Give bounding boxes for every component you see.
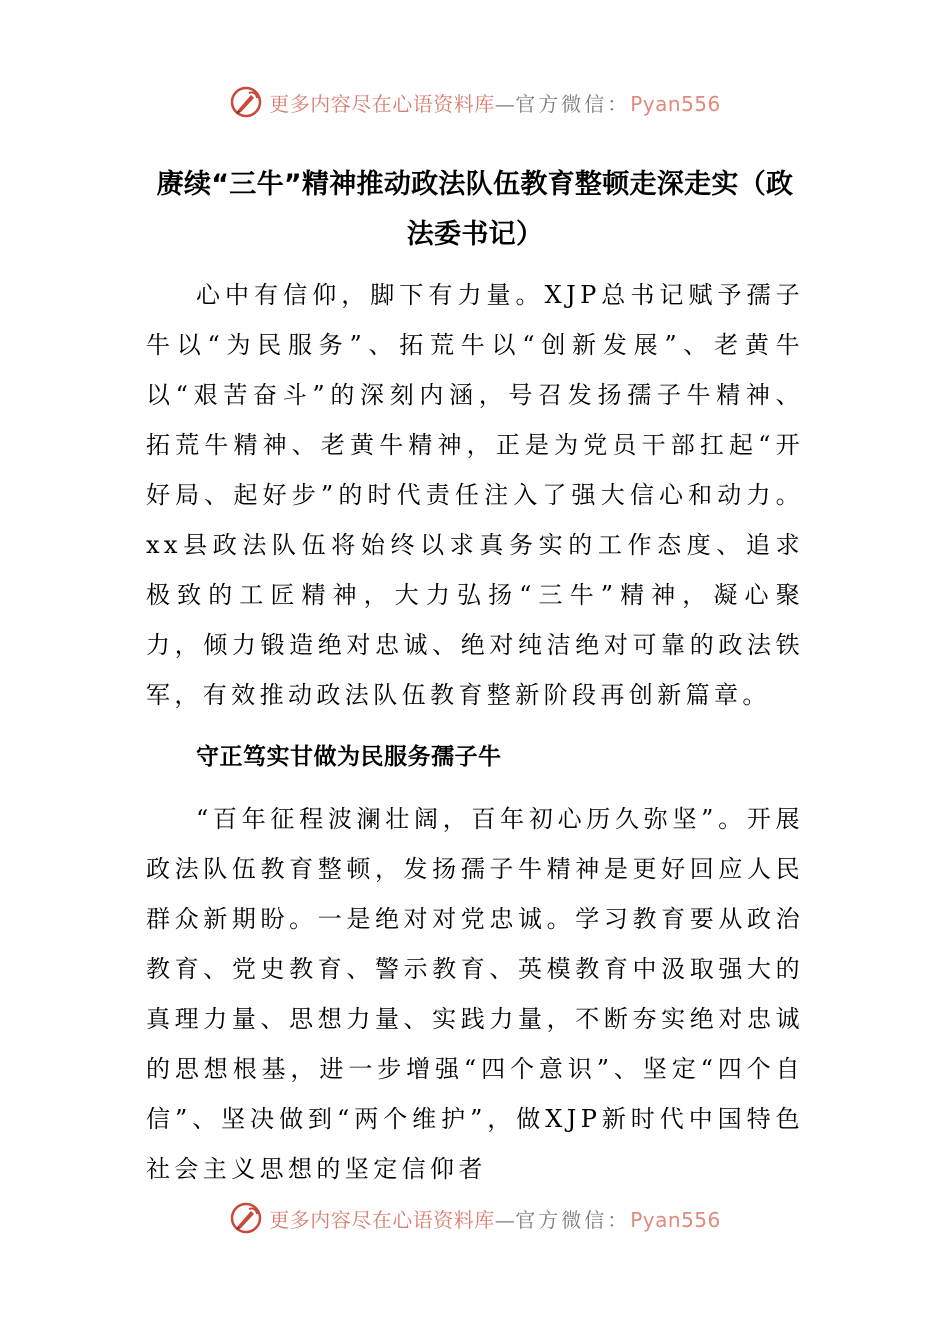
section-paragraph: “百年征程波澜壮阔，百年初心历久弥坚”。开展政法队伍教育整顿，发扬孺子牛精神是更好回应人民群众新期盼。一是绝对对党忠诚。学习教育要从政治教育、党史教育、警示教育、英模教育中汲取强大的真理力量、思想力量、实践力量，不断夯实绝对忠诚的思想根基，进一步增强“四个意识”、坚定“四个自信”、坚决做到“两个维护”，做XJP新时代中国特色社会主义思想的坚定信仰者 — [146, 805, 804, 1183]
header-watermark — [0, 80, 950, 124]
intro-paragraph: 心中有信仰，脚下有力量。XJP总书记赋予孺子牛以“为民服务”、拓荒牛以“创新发展”、老黄牛以“艰苦奋斗”的深刻内涵，号召发扬孺子牛精神、拓荒牛精神、老黄牛精神，正是为党员干部扛起“开好局、起好步”的时代责任注入了强大信心和动力。xx县政法队伍将始终以求真务实的工作态度、追求极致的工匠精神，大力弘扬“三牛”精神，凝心聚力，倾力锻造绝对忠诚、绝对纯洁绝对可靠的政法铁军，有效推动政法队伍教育整新阶段再创新篇章。 — [146, 281, 804, 709]
watermark-wechat-label: 官方微信： — [515, 91, 631, 116]
watermark-wechat-id: Pyan556 — [630, 1207, 721, 1232]
watermark-brand: 更多内容尽在心语资料库 — [269, 1207, 495, 1232]
document-title: 赓续“三牛”精神推动政法队伍教育整顿走深走实（政法委书记） — [156, 169, 794, 250]
footer-watermark — [0, 1196, 950, 1240]
watermark-text — [269, 1204, 721, 1233]
watermark-separator: — — [494, 91, 516, 116]
section-heading: 守正笃实甘做为民服务孺子牛 — [196, 744, 502, 770]
watermark-text — [269, 88, 721, 117]
watermark-wechat-id: Pyan556 — [630, 91, 721, 116]
watermark-brand: 更多内容尽在心语资料库 — [269, 91, 495, 116]
pen-logo-icon — [229, 85, 263, 119]
watermark-wechat-label: 官方微信： — [515, 1207, 631, 1232]
pen-logo-icon — [229, 1201, 263, 1235]
watermark-separator: — — [494, 1207, 516, 1232]
